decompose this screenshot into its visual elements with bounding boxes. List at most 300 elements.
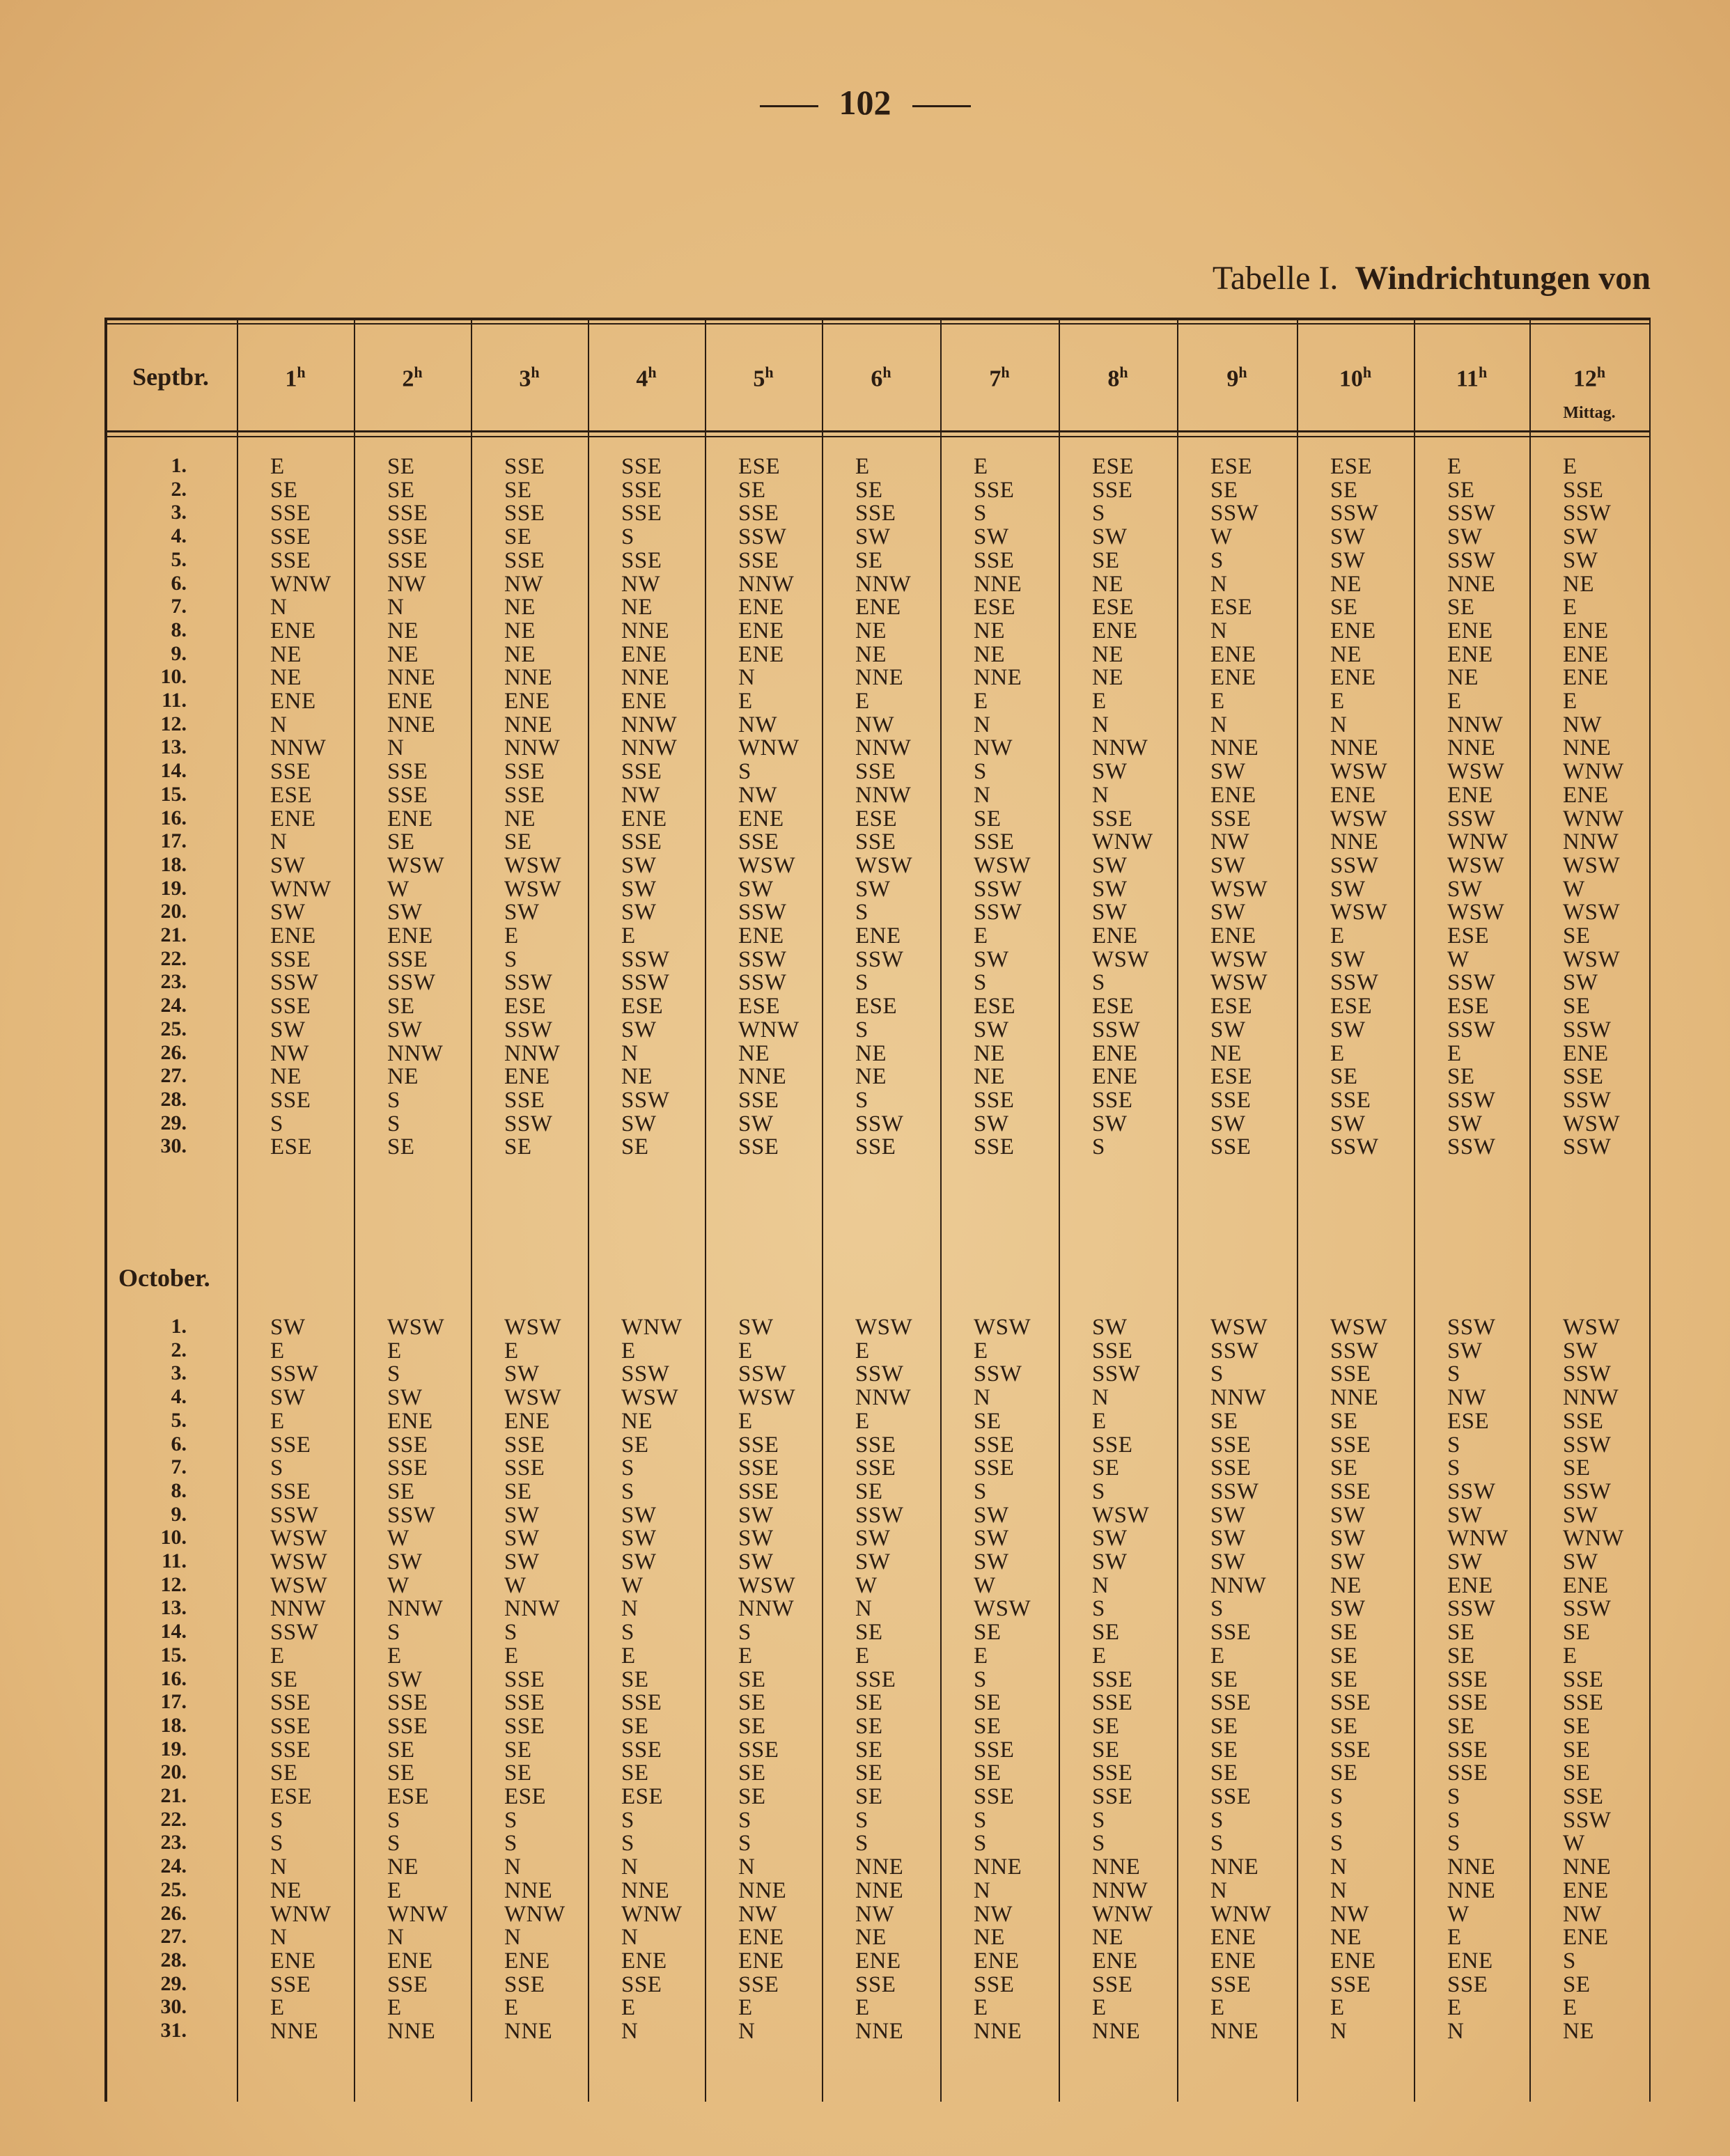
header-hour-2 — [354, 327, 471, 432]
wind-direction: SW — [1092, 1111, 1128, 1136]
day-number: 11. — [162, 1549, 187, 1572]
wind-direction: SW — [270, 900, 306, 925]
wind-direction: NNE — [1092, 1854, 1141, 1880]
wind-direction: ENE — [738, 806, 784, 831]
column-rule — [588, 318, 589, 2102]
wind-direction: SW — [1330, 524, 1366, 550]
wind-direction: ESE — [1447, 923, 1490, 948]
wind-direction: NE — [504, 618, 536, 643]
wind-direction: SE — [1330, 1620, 1358, 1646]
day-number: 18. — [160, 852, 187, 876]
wind-direction: SSW — [1563, 1432, 1612, 1458]
wind-direction: SSW — [1563, 1017, 1612, 1042]
wind-direction: ENE — [1563, 618, 1609, 643]
wind-direction: NNW — [387, 1040, 444, 1066]
wind-direction: WNW — [1563, 759, 1624, 785]
day-number: 13. — [160, 735, 187, 759]
wind-direction: NE — [504, 595, 536, 620]
wind-direction: SE — [1210, 477, 1238, 503]
wind-direction: ENE — [1210, 665, 1256, 691]
day-number: 27. — [160, 1064, 187, 1088]
wind-direction: ESE — [738, 994, 781, 1020]
wind-direction: E — [270, 454, 285, 479]
wind-direction: SW — [1330, 547, 1366, 573]
table-title-prefix: Tabelle I. — [1212, 260, 1339, 297]
wind-direction: SE — [738, 1713, 766, 1739]
wind-direction: SW — [1330, 1502, 1366, 1528]
wind-direction: NNW — [1447, 712, 1504, 737]
wind-direction: SSE — [504, 501, 545, 526]
wind-direction: NW — [387, 571, 426, 597]
wind-direction: ENE — [504, 1064, 550, 1090]
wind-direction: NE — [974, 1925, 1005, 1951]
day-number: 20. — [160, 1760, 187, 1784]
wind-direction: ENE — [738, 618, 784, 643]
day-number: 24. — [160, 994, 187, 1017]
wind-direction: E — [1092, 1995, 1107, 2021]
wind-direction: ENE — [387, 1408, 433, 1434]
day-number: 24. — [160, 1854, 187, 1878]
wind-direction: WSW — [504, 1315, 562, 1340]
wind-direction: S — [1092, 1807, 1105, 1833]
day-number: 8. — [171, 1478, 187, 1502]
wind-direction: S — [387, 1361, 400, 1387]
day-number: 7. — [171, 1455, 187, 1479]
wind-direction: SE — [1563, 1620, 1591, 1646]
day-number: 12. — [160, 712, 187, 735]
wind-direction: E — [1092, 1408, 1107, 1434]
wind-direction: SW — [855, 524, 891, 550]
wind-direction: SSW — [1563, 1087, 1612, 1113]
wind-direction: SSE — [974, 1784, 1015, 1809]
wind-direction: ENE — [738, 641, 784, 667]
wind-direction: SE — [1092, 1455, 1120, 1481]
wind-direction: ENE — [855, 1948, 901, 1974]
wind-direction: WNW — [1447, 1526, 1509, 1552]
hour-suffix: h — [297, 364, 306, 381]
day-number: 17. — [160, 1690, 187, 1714]
wind-direction: NE — [270, 641, 302, 667]
day-number: 6. — [171, 1432, 187, 1455]
hour-label — [237, 364, 354, 392]
wind-direction: ENE — [1447, 1572, 1493, 1598]
wind-direction: S — [1447, 1831, 1460, 1857]
wind-direction: WSW — [974, 1315, 1031, 1340]
hour-suffix: h — [1478, 364, 1488, 381]
wind-direction: NNE — [504, 2019, 553, 2044]
day-number: 17. — [160, 829, 187, 853]
wind-direction: SSE — [1330, 1478, 1371, 1504]
wind-direction: S — [974, 1831, 987, 1857]
day-number: 25. — [160, 1877, 187, 1901]
hour-suffix: h — [531, 364, 540, 381]
wind-direction: S — [621, 1831, 634, 1857]
wind-direction: SW — [1330, 1111, 1366, 1136]
wind-direction: NNW — [621, 735, 678, 761]
wind-direction: SSE — [855, 829, 896, 855]
hour-number: 12 — [1573, 366, 1597, 392]
wind-direction: E — [1092, 689, 1107, 714]
wind-direction: N — [1330, 2019, 1348, 2044]
wind-direction: E — [974, 1995, 988, 2021]
wind-direction: S — [1447, 1432, 1460, 1458]
wind-direction: S — [855, 900, 868, 925]
wind-direction: SSW — [621, 1361, 670, 1387]
wind-direction: SSE — [504, 782, 545, 808]
wind-direction: SSE — [1563, 1064, 1604, 1090]
wind-direction: ESE — [1092, 994, 1135, 1020]
column-rule — [1414, 318, 1415, 2102]
wind-direction: NNW — [270, 735, 327, 761]
wind-direction: SSE — [855, 1134, 896, 1160]
day-number: 15. — [160, 1643, 187, 1666]
wind-direction: NNE — [270, 2019, 319, 2044]
wind-direction: NNW — [504, 735, 561, 761]
wind-direction: NE — [855, 641, 887, 667]
wind-direction: NNW — [855, 571, 912, 597]
wind-direction: SE — [1447, 477, 1475, 503]
wind-direction: SSE — [738, 829, 779, 855]
wind-direction: E — [1210, 1995, 1225, 2021]
wind-direction: S — [974, 1807, 987, 1833]
wind-direction: SE — [504, 477, 532, 503]
wind-direction: WSW — [621, 1385, 679, 1411]
wind-direction: NW — [270, 1040, 309, 1066]
day-number: 9. — [171, 641, 187, 665]
wind-direction: SSE — [270, 759, 311, 785]
wind-direction: N — [270, 829, 288, 855]
wind-direction: NW — [1563, 1901, 1602, 1927]
wind-direction: NW — [738, 712, 777, 737]
wind-direction: SE — [1563, 1455, 1591, 1481]
wind-direction: SSE — [974, 1455, 1015, 1481]
wind-direction: SE — [504, 1478, 532, 1504]
wind-direction: SW — [738, 1549, 774, 1575]
wind-direction: E — [855, 1338, 870, 1364]
hour-number: 11 — [1456, 366, 1479, 392]
wind-direction: S — [270, 1831, 283, 1857]
wind-direction: S — [621, 1478, 634, 1504]
wind-direction: S — [1092, 1831, 1105, 1857]
wind-direction: SSE — [1092, 806, 1133, 831]
left-dash — [760, 105, 818, 107]
wind-direction: SSE — [738, 501, 779, 526]
wind-direction: E — [270, 1643, 285, 1669]
wind-direction: E — [855, 1643, 870, 1669]
table-title-bold: Windrichtungen von — [1355, 260, 1651, 297]
column-rule — [1649, 318, 1651, 2102]
wind-direction: NNW — [504, 1040, 561, 1066]
wind-direction: E — [855, 1995, 870, 2021]
wind-direction: E — [1330, 1040, 1345, 1066]
wind-direction: SSW — [1210, 1338, 1259, 1364]
header-septbr — [104, 327, 237, 432]
wind-direction: SSW — [1210, 1478, 1259, 1504]
wind-direction: S — [974, 501, 987, 526]
wind-direction: SW — [738, 1502, 774, 1528]
hour-number: 7 — [989, 366, 1002, 392]
wind-direction: SE — [974, 1713, 1002, 1739]
wind-direction: SE — [387, 477, 415, 503]
wind-direction: SW — [504, 1361, 540, 1387]
wind-direction: NE — [387, 1854, 419, 1880]
wind-direction: NE — [1092, 571, 1123, 597]
wind-direction: E — [504, 1643, 519, 1669]
wind-direction: ENE — [387, 806, 433, 831]
wind-direction: S — [855, 970, 868, 996]
wind-direction: ESE — [738, 454, 781, 479]
wind-direction: SSE — [1330, 1737, 1371, 1763]
wind-direction: SSE — [1092, 1784, 1133, 1809]
wind-direction: W — [621, 1572, 644, 1598]
day-number: 7. — [171, 595, 187, 618]
wind-direction: SW — [1563, 547, 1598, 573]
wind-direction: NNE — [1092, 2019, 1141, 2044]
wind-direction: SSE — [387, 1713, 428, 1739]
wind-direction: WNW — [738, 735, 800, 761]
wind-direction: ENE — [1210, 782, 1256, 808]
wind-direction: NNE — [1210, 2019, 1259, 2044]
wind-direction: SW — [1092, 1315, 1128, 1340]
wind-direction: SE — [504, 1737, 532, 1763]
wind-direction: ENE — [974, 1948, 1020, 1974]
wind-direction: SSE — [270, 1432, 311, 1458]
header-hour-5 — [705, 327, 822, 432]
wind-direction: SE — [504, 829, 532, 855]
wind-direction: SW — [387, 1017, 423, 1042]
wind-direction: NNE — [504, 665, 553, 691]
wind-direction: SW — [1563, 1502, 1598, 1528]
wind-direction: WSW — [387, 1315, 445, 1340]
wind-direction: SSE — [621, 829, 662, 855]
hour-suffix: h — [1001, 364, 1010, 381]
wind-direction: SE — [1330, 595, 1358, 620]
wind-direction: S — [270, 1807, 283, 1833]
wind-direction: S — [1447, 1784, 1460, 1809]
wind-direction: S — [504, 1620, 517, 1646]
wind-direction: WSW — [1210, 946, 1268, 972]
wind-direction: N — [1092, 1385, 1109, 1411]
wind-direction: NNW — [1210, 1385, 1267, 1411]
wind-direction: E — [1330, 923, 1345, 948]
wind-direction: NW — [974, 1901, 1013, 1927]
wind-direction: SE — [855, 1478, 883, 1504]
wind-direction: NE — [270, 1064, 302, 1090]
wind-direction: S — [1447, 1807, 1460, 1833]
wind-direction: WSW — [1563, 1315, 1621, 1340]
wind-direction: NE — [621, 1408, 653, 1434]
wind-direction: ENE — [1563, 1925, 1609, 1951]
wind-direction: SSW — [1447, 1596, 1496, 1622]
wind-direction: E — [504, 1338, 519, 1364]
wind-direction: SW — [1330, 1549, 1366, 1575]
wind-direction: SW — [1330, 1526, 1366, 1552]
wind-direction: S — [974, 1478, 987, 1504]
wind-direction: S — [1330, 1831, 1343, 1857]
day-number: 30. — [160, 1995, 187, 2019]
wind-direction: W — [1210, 524, 1233, 550]
wind-direction: W — [504, 1572, 527, 1598]
wind-direction: NE — [1563, 2019, 1594, 2044]
wind-direction: S — [504, 1807, 517, 1833]
wind-direction: SSE — [974, 477, 1015, 503]
wind-direction: NE — [270, 665, 302, 691]
wind-direction: NNE — [1330, 735, 1379, 761]
wind-direction: SW — [1563, 1549, 1598, 1575]
wind-direction: SW — [1092, 1526, 1128, 1552]
wind-direction: SW — [1092, 876, 1128, 902]
table-title — [1213, 259, 1651, 297]
wind-direction: SSE — [974, 1971, 1015, 1997]
wind-direction: E — [855, 454, 870, 479]
wind-direction: SE — [1210, 1760, 1238, 1786]
wind-direction: SW — [1210, 1111, 1246, 1136]
wind-direction: SSE — [1092, 1338, 1133, 1364]
wind-direction: N — [974, 1877, 991, 1903]
wind-direction: SW — [270, 1385, 306, 1411]
wind-direction: SSE — [1092, 1666, 1133, 1692]
wind-direction: SSW — [621, 1087, 670, 1113]
wind-direction: SSE — [1092, 1971, 1133, 1997]
wind-direction: N — [738, 1854, 756, 1880]
wind-direction: ENE — [270, 923, 316, 948]
wind-direction: SSE — [1092, 1690, 1133, 1716]
wind-direction: SSE — [504, 1455, 545, 1481]
wind-direction: E — [1563, 689, 1577, 714]
wind-direction: SE — [387, 1134, 415, 1160]
wind-direction: ENE — [1330, 782, 1376, 808]
wind-direction: SE — [855, 477, 883, 503]
wind-direction: SW — [1447, 1111, 1483, 1136]
wind-direction: SSE — [855, 759, 896, 785]
page-number-line — [0, 82, 1730, 123]
wind-direction: SW — [1092, 900, 1128, 925]
wind-direction: ENE — [1563, 1572, 1609, 1598]
wind-direction: NNE — [855, 1854, 904, 1880]
wind-direction: SSE — [855, 1971, 896, 1997]
column-rule — [1177, 318, 1178, 2102]
wind-direction: ENE — [1563, 782, 1609, 808]
wind-direction: SSE — [974, 829, 1015, 855]
wind-direction: WNW — [621, 1315, 683, 1340]
wind-direction: E — [621, 923, 636, 948]
wind-direction: SW — [621, 1502, 657, 1528]
wind-direction: SE — [387, 1760, 415, 1786]
wind-direction: ESE — [270, 1784, 313, 1809]
header-hour-12 — [1529, 327, 1649, 432]
wind-direction: N — [738, 665, 756, 691]
wind-direction: WSW — [504, 876, 562, 902]
wind-direction: WSW — [270, 1549, 328, 1575]
wind-direction: SSE — [504, 1432, 545, 1458]
wind-direction: NE — [621, 595, 653, 620]
hour-number: 10 — [1339, 366, 1363, 392]
wind-direction: NNE — [738, 1064, 787, 1090]
wind-direction: SSW — [1092, 1017, 1141, 1042]
day-number: 12. — [160, 1572, 187, 1596]
wind-direction: SSW — [738, 524, 787, 550]
wind-direction: ENE — [1447, 1948, 1493, 1974]
wind-direction: E — [387, 1995, 402, 2021]
wind-direction: NNW — [387, 1596, 444, 1622]
wind-direction: SSE — [738, 1737, 779, 1763]
wind-direction: ESE — [387, 1784, 430, 1809]
day-number: 10. — [160, 665, 187, 689]
wind-direction: E — [1092, 1643, 1107, 1669]
wind-direction: S — [621, 1455, 634, 1481]
wind-direction: N — [1092, 1572, 1109, 1598]
wind-direction: E — [1210, 1643, 1225, 1669]
wind-direction: NNE — [974, 1854, 1022, 1880]
wind-direction: ENE — [1092, 923, 1138, 948]
wind-direction: SW — [1092, 1549, 1128, 1575]
wind-direction: SW — [1563, 524, 1598, 550]
wind-direction: SSW — [504, 1017, 553, 1042]
wind-direction: SE — [738, 1666, 766, 1692]
wind-direction: SSW — [855, 1111, 904, 1136]
wind-direction: SSW — [1447, 547, 1496, 573]
wind-direction: N — [621, 1596, 639, 1622]
wind-direction: NE — [504, 641, 536, 667]
wind-direction: SSW — [1447, 1134, 1496, 1160]
day-number: 2. — [171, 1338, 187, 1361]
wind-direction: NE — [1092, 665, 1123, 691]
wind-direction: SSE — [738, 1971, 779, 1997]
wind-direction: SE — [974, 806, 1002, 831]
wind-direction: S — [1092, 970, 1105, 996]
wind-direction: NNE — [1330, 1385, 1379, 1411]
wind-direction: SW — [504, 1502, 540, 1528]
wind-direction: SSE — [1092, 1760, 1133, 1786]
wind-direction: SW — [974, 1111, 1009, 1136]
wind-direction: E — [621, 1995, 636, 2021]
hour-number: 5 — [753, 366, 765, 392]
wind-direction: SSW — [270, 1361, 319, 1387]
wind-direction: SE — [738, 1690, 766, 1716]
wind-direction: SW — [387, 900, 423, 925]
wind-direction: SSW — [1330, 1134, 1379, 1160]
wind-direction: SSW — [621, 970, 670, 996]
wind-direction: SE — [504, 1134, 532, 1160]
wind-direction: S — [1330, 1807, 1343, 1833]
wind-direction: SSE — [974, 1134, 1015, 1160]
wind-direction: SSE — [387, 1432, 428, 1458]
day-number: 22. — [160, 1807, 187, 1831]
wind-direction: ENE — [738, 595, 784, 620]
header-hour-4 — [588, 327, 705, 432]
wind-direction: SSE — [1330, 1690, 1371, 1716]
wind-direction: SE — [855, 1760, 883, 1786]
wind-direction: NNE — [1447, 1877, 1496, 1903]
wind-direction: NNE — [621, 665, 670, 691]
header-hour-9 — [1177, 327, 1297, 432]
wind-direction: SSE — [855, 501, 896, 526]
wind-direction: SSE — [270, 946, 311, 972]
wind-direction: S — [974, 759, 987, 785]
wind-direction: E — [621, 1643, 636, 1669]
header-hour-6 — [822, 327, 940, 432]
hour-number: 9 — [1226, 366, 1239, 392]
hour-number: 1 — [285, 366, 297, 392]
wind-direction: E — [1563, 1995, 1577, 2021]
wind-direction: SW — [504, 1526, 540, 1552]
wind-direction: S — [1092, 501, 1105, 526]
wind-direction: SW — [974, 946, 1009, 972]
wind-direction: ESE — [1210, 1064, 1253, 1090]
wind-direction: SSE — [1210, 1087, 1252, 1113]
wind-direction: ENE — [738, 1948, 784, 1974]
table-top-rule — [104, 318, 1649, 320]
